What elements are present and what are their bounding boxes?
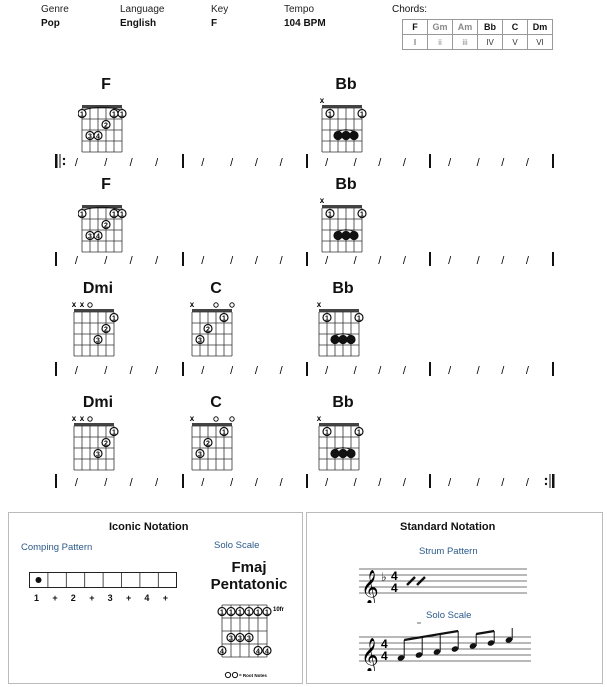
svg-text:/: / (525, 157, 529, 169)
count-label: 1 (34, 593, 40, 603)
chord-cell-gm: Gm (428, 20, 453, 35)
svg-text:x: x (316, 302, 322, 309)
chord-name: Bb (332, 280, 354, 297)
svg-text:/: / (402, 157, 406, 169)
language-value: English (120, 18, 157, 29)
finger-dot (342, 132, 350, 140)
count-label: 4 (144, 593, 150, 603)
solo-time-sig-bottom: 4 (381, 649, 388, 663)
key-field (211, 4, 228, 29)
comping-hit (36, 577, 42, 583)
treble-clef-icon: 𝄞 (361, 639, 379, 671)
svg-text:3: 3 (247, 635, 251, 643)
genre-value: Pop (41, 18, 60, 29)
iconic-notation-panel (8, 512, 303, 684)
svg-text:1: 1 (229, 609, 233, 617)
svg-text:4: 4 (220, 648, 224, 656)
chord-cell-bb: Bb (478, 20, 503, 35)
svg-text:/: / (104, 477, 108, 489)
language-label: Language (120, 4, 165, 15)
svg-text:/: / (501, 157, 505, 169)
svg-text:/: / (129, 477, 133, 489)
svg-text:/: / (74, 157, 78, 169)
chord-name: C (210, 280, 222, 297)
svg-text:/: / (448, 365, 452, 377)
time-signature-bottom: 4 (391, 581, 398, 595)
chord-name: Bb (332, 394, 354, 411)
svg-text:/: / (201, 477, 205, 489)
svg-text:x: x (319, 98, 325, 105)
svg-text:/: / (129, 255, 133, 267)
standard-title: Standard Notation (400, 521, 496, 533)
numeral-cell: I (403, 35, 428, 50)
svg-text:3: 3 (198, 337, 202, 345)
tempo-label: Tempo (284, 4, 315, 15)
chord-name: Dmi (82, 394, 114, 411)
key-value: F (211, 18, 218, 29)
svg-text:/: / (402, 477, 406, 489)
svg-text:2: 2 (104, 122, 108, 130)
svg-text:/: / (378, 157, 382, 169)
svg-text:/: / (155, 157, 159, 169)
numeral-cell: ii (428, 35, 453, 50)
svg-text:/: / (279, 255, 283, 267)
treble-clef-icon: 𝄞 (361, 571, 379, 603)
strum-staff (359, 563, 531, 603)
svg-text:1: 1 (325, 429, 329, 437)
numeral-cell: V (503, 35, 528, 50)
svg-text:x: x (71, 416, 77, 423)
svg-text:/: / (525, 477, 529, 489)
svg-text:1: 1 (80, 111, 84, 119)
fretboard (188, 416, 246, 480)
svg-text:/: / (104, 157, 108, 169)
svg-text:x: x (71, 302, 77, 309)
svg-text:/: / (230, 255, 234, 267)
svg-text:/: / (230, 157, 234, 169)
svg-text:/: / (129, 157, 133, 169)
svg-text:/: / (476, 365, 480, 377)
svg-text:1: 1 (360, 111, 364, 119)
svg-text:/: / (155, 365, 159, 377)
numeral-cell: IV (478, 35, 503, 50)
svg-text:/: / (525, 365, 529, 377)
solo-time-sig-top: 4 (381, 637, 388, 651)
svg-text:/: / (230, 477, 234, 489)
standard-notation-panel (306, 512, 603, 684)
svg-text:/: / (353, 255, 357, 267)
rhythm-bar-line (0, 472, 607, 490)
svg-text:1: 1 (120, 211, 124, 219)
svg-text:x: x (319, 198, 325, 205)
solo-staff (359, 621, 539, 671)
comping-grid (29, 571, 189, 591)
svg-text:4: 4 (265, 648, 269, 656)
svg-text:1: 1 (112, 211, 116, 219)
fretboard (188, 302, 246, 366)
svg-text:/: / (254, 255, 258, 267)
fretboard (70, 302, 128, 366)
fretboard (315, 302, 373, 366)
svg-text:/: / (201, 157, 205, 169)
standard-solo-label: Solo Scale (426, 610, 472, 621)
svg-text:3: 3 (96, 451, 100, 459)
finger-dot (342, 232, 350, 240)
svg-text:/: / (476, 477, 480, 489)
flat-icon: ♭ (381, 570, 387, 584)
svg-text:/: / (353, 365, 357, 377)
svg-text:x: x (189, 302, 195, 309)
svg-text:/: / (525, 255, 529, 267)
chord-numerals-row (403, 35, 553, 50)
language-field (120, 4, 165, 29)
svg-text:x: x (316, 416, 322, 423)
svg-text:1: 1 (325, 315, 329, 323)
svg-text:4: 4 (96, 233, 100, 241)
iconic-title: Iconic Notation (109, 521, 189, 533)
chord-cell-c: C (503, 20, 528, 35)
svg-text:2: 2 (104, 222, 108, 230)
tempo-value: 104 BPM (284, 18, 326, 29)
svg-text:/: / (74, 365, 78, 377)
svg-text:1: 1 (112, 111, 116, 119)
svg-text:/: / (279, 477, 283, 489)
svg-text:/: / (201, 365, 205, 377)
comping-pattern-label: Comping Pattern (21, 542, 93, 553)
chord-cell-am: Am (453, 20, 478, 35)
svg-text:2: 2 (206, 440, 210, 448)
svg-text:/: / (155, 255, 159, 267)
svg-text:/: / (448, 157, 452, 169)
svg-text:1: 1 (360, 211, 364, 219)
rhythm-bar-line (0, 250, 607, 268)
fret-label: 10fr (273, 607, 285, 613)
svg-text:3: 3 (88, 133, 92, 141)
svg-text:/: / (448, 477, 452, 489)
numeral-cell: VI (528, 35, 553, 50)
chord-names-row (403, 20, 553, 35)
svg-text:3: 3 (198, 451, 202, 459)
svg-text:/: / (104, 365, 108, 377)
svg-text:/: / (254, 477, 258, 489)
svg-text:/: / (201, 255, 205, 267)
svg-text:1: 1 (328, 211, 332, 219)
chord-name: Bb (335, 76, 357, 93)
svg-text:x: x (79, 416, 85, 423)
scale-name-line2: Pentatonic (210, 576, 288, 593)
svg-text:1: 1 (357, 315, 361, 323)
solo-notes (397, 628, 513, 662)
svg-text:1: 1 (222, 429, 226, 437)
svg-text:1: 1 (256, 609, 260, 617)
svg-text:/: / (129, 365, 133, 377)
svg-text:/: / (501, 255, 505, 267)
finger-dot (350, 232, 358, 240)
key-label: Key (211, 4, 229, 15)
svg-text:x: x (189, 416, 195, 423)
svg-text:/: / (325, 477, 329, 489)
svg-text:/: / (378, 477, 382, 489)
svg-text:/: / (254, 365, 258, 377)
scale-name-line1: Fmaj (231, 559, 267, 576)
chord-name: F (101, 176, 111, 193)
chord-name: Bb (335, 176, 357, 193)
count-label: + (89, 593, 95, 603)
count-label: 3 (107, 593, 113, 603)
tempo-field (284, 4, 326, 29)
svg-text:/: / (448, 255, 452, 267)
solo-scale-label: Solo Scale (214, 540, 260, 551)
genre-label: Genre (41, 4, 69, 15)
svg-text:/: / (476, 255, 480, 267)
finger-dot (339, 450, 347, 458)
finger-dot (350, 132, 358, 140)
root-notes-legend: = Root Notes (239, 673, 267, 678)
chord-name: C (210, 394, 222, 411)
numeral-cell: iii (453, 35, 478, 50)
svg-text:/: / (402, 255, 406, 267)
svg-text:1: 1 (80, 211, 84, 219)
svg-text:/: / (378, 365, 382, 377)
svg-text:/: / (501, 477, 505, 489)
count-label: + (162, 593, 169, 603)
svg-text:1: 1 (112, 429, 116, 437)
fretboard (315, 416, 373, 480)
svg-text:2: 2 (104, 440, 108, 448)
svg-text:3: 3 (96, 337, 100, 345)
svg-text:1: 1 (120, 111, 124, 119)
rhythm-bar-line (0, 360, 607, 378)
svg-text:/: / (104, 255, 108, 267)
svg-text:/: / (325, 255, 329, 267)
svg-text:2: 2 (104, 326, 108, 334)
chord-cell-f: F (403, 20, 428, 35)
svg-text:3: 3 (229, 635, 233, 643)
finger-dot (339, 336, 347, 344)
svg-text:1: 1 (357, 429, 361, 437)
rhythm-bar-line (0, 152, 607, 170)
finger-dot (331, 336, 339, 344)
svg-text:/: / (378, 255, 382, 267)
finger-dot (334, 132, 342, 140)
finger-dot (331, 450, 339, 458)
svg-text:/: / (74, 477, 78, 489)
svg-text:/: / (279, 365, 283, 377)
svg-text:1: 1 (238, 609, 242, 617)
svg-text:/: / (230, 365, 234, 377)
svg-text:1: 1 (222, 315, 226, 323)
svg-text:x: x (79, 302, 85, 309)
count-label: 2 (70, 593, 76, 603)
finger-dot (347, 450, 355, 458)
scale-name (199, 559, 299, 593)
svg-text:/: / (325, 365, 329, 377)
svg-text:2: 2 (206, 326, 210, 334)
svg-text:/: / (501, 365, 505, 377)
finger-dot (347, 336, 355, 344)
svg-text:/: / (279, 157, 283, 169)
svg-text:3: 3 (88, 233, 92, 241)
finger-dot (334, 232, 342, 240)
svg-text:/: / (402, 365, 406, 377)
svg-text:/: / (325, 157, 329, 169)
strum-pattern-label: Strum Pattern (419, 546, 478, 557)
chord-name: F (101, 76, 111, 93)
svg-text:3: 3 (238, 635, 242, 643)
svg-text:/: / (74, 255, 78, 267)
svg-text:1: 1 (112, 315, 116, 323)
svg-text:/: / (353, 157, 357, 169)
genre-field (41, 4, 69, 29)
chord-name: Dmi (82, 280, 114, 297)
svg-text:1: 1 (265, 609, 269, 617)
svg-text:/: / (476, 157, 480, 169)
svg-text:/: / (155, 477, 159, 489)
chord-cell-dm: Dm (528, 20, 553, 35)
svg-text:1: 1 (220, 609, 224, 617)
chord-table (402, 19, 553, 50)
count-label: + (52, 593, 58, 603)
scale-diagram (214, 599, 296, 679)
chords-label: Chords: (392, 4, 428, 15)
svg-text:/: / (254, 157, 258, 169)
svg-text:1: 1 (328, 111, 332, 119)
svg-text:4: 4 (96, 133, 100, 141)
count-label: + (126, 593, 132, 603)
svg-text:1: 1 (247, 609, 251, 617)
svg-text:/: / (353, 477, 357, 489)
fretboard (70, 416, 128, 480)
time-signature-top: 4 (391, 569, 398, 583)
svg-text:4: 4 (256, 648, 260, 656)
